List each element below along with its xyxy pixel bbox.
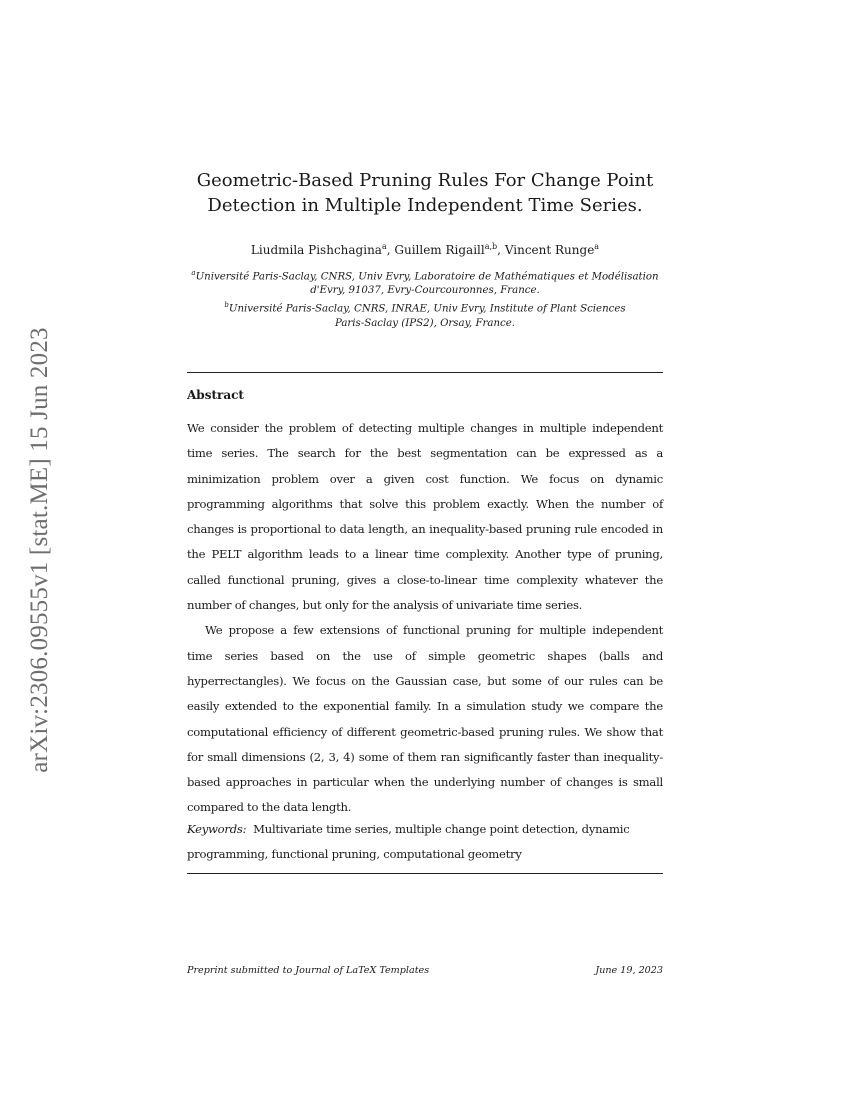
footer-date: June 19, 2023	[595, 965, 663, 976]
paper-title	[187, 168, 663, 218]
arxiv-stamp	[22, 290, 58, 810]
affiliation-a	[187, 266, 663, 298]
author-name: Vincent Runge	[504, 243, 595, 257]
abstract-heading: Abstract	[187, 388, 244, 402]
affiliation-a-line-2: d'Evry, 91037, Evry-Courcouronnes, France.	[310, 285, 540, 297]
author-separator: ,	[497, 243, 505, 257]
author-affil-mark: a	[381, 242, 387, 251]
author-name: Guillem Rigaill	[394, 243, 485, 257]
affiliation-mark: b	[224, 301, 229, 310]
affiliation-b-line-1: Université Paris-Saclay, CNRS, INRAE, Univ Evry, Institute of Plant Sciences	[228, 303, 626, 315]
affiliation-a-line-1: Université Paris-Saclay, CNRS, Univ Evry, Laboratoire de Mathématiques et Modélisation	[195, 271, 659, 283]
keywords-text: Multivariate time series, multiple change point detection, dynamic programming, functional pruning, computational geometry	[187, 822, 630, 862]
abstract-paragraph-2: We propose a few extensions of functional pruning for multiple independent time series based on the use of simple geometric shapes (balls and hyperrectangles). We focus on the Gaussian case, but some of our rules can be easily extended to the exponential family. In a simulation study we compare the computational efficiency of different geometric-based pruning rules. We show that for small dimensions (2, 3, 4) some of them ran significantly faster than inequality-based approaches in particular when the underlying number of changes is small compared to the data length.	[187, 623, 663, 815]
affiliation-mark: a	[191, 269, 196, 277]
title-line-2: Detection in Multiple Independent Time Series.	[207, 195, 643, 216]
author-list	[187, 238, 663, 259]
author-name: Liudmila Pishchagina	[250, 243, 382, 257]
footer-journal: Preprint submitted to Journal of LaTeX Templates	[187, 965, 430, 976]
author-separator: ,	[386, 243, 395, 257]
keywords-label: Keywords:	[187, 822, 247, 836]
affiliations	[187, 266, 663, 331]
abstract-paragraph-1: We consider the problem of detecting multiple changes in multiple independent time series. The search for the best segmentation can be expressed as a minimization problem over a given cost function. We focus on dynamic programming algorithms that solve this problem exactly. When the number of changes is proportional to data length, an inequality-based pruning rule encoded in the PELT algorithm leads to a linear time complexity. Another type of pruning, called functional pruning, gives a close-to-linear time complexity whatever the number of changes, but only for the analysis of univariate time series.	[187, 421, 663, 613]
affiliation-b	[187, 298, 663, 330]
abstract-top-rule	[187, 372, 663, 373]
abstract-body	[187, 416, 663, 821]
affiliation-b-line-2: Paris-Saclay (IPS2), Orsay, France.	[334, 317, 516, 329]
author-affil-mark: a	[594, 242, 600, 251]
abstract-bottom-rule	[187, 873, 663, 874]
keywords	[187, 817, 663, 868]
author-affil-mark: a,b	[484, 242, 498, 251]
arxiv-stamp-text: arXiv:2306.09555v1 [stat.ME] 15 Jun 2023	[26, 327, 53, 773]
title-line-1: Geometric-Based Pruning Rules For Change Point	[196, 170, 654, 191]
